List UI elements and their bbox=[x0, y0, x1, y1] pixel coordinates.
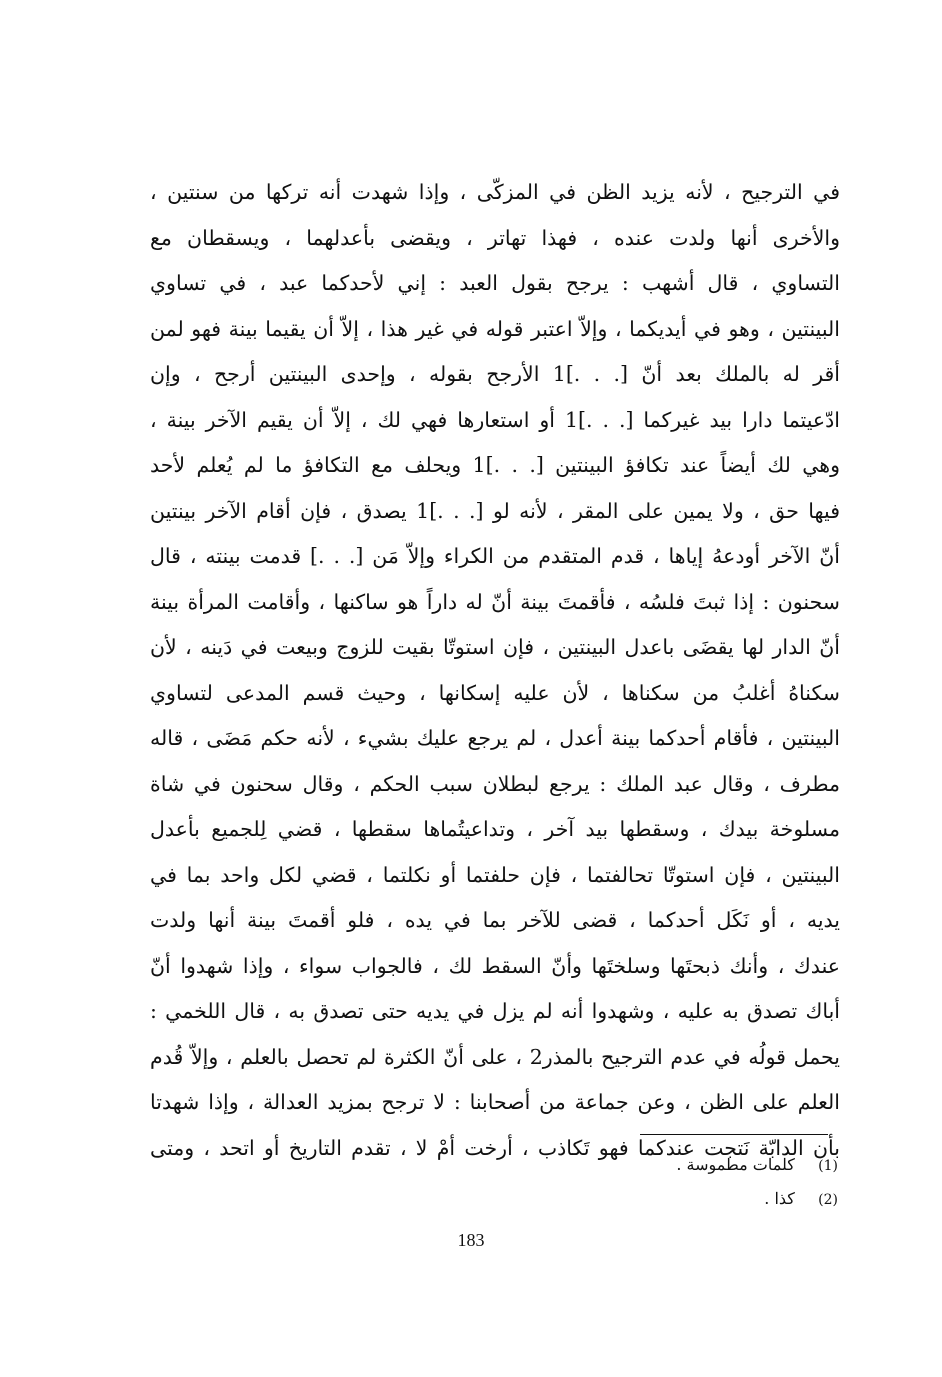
text-line: أقر له بالملك بعد أنّ [. . .]1 الأرجح بقوله ، وإحدى البينتين أرجح ، وإن bbox=[150, 362, 840, 386]
footnote-item bbox=[560, 1148, 838, 1182]
text-line: البينتين ، فأقام أحدكما بينة أعدل ، لم يرجع عليك بشيء ، لأنه حكم مَضَى ، قاله bbox=[150, 726, 840, 750]
footnote-divider bbox=[640, 1134, 828, 1135]
footnote-item bbox=[560, 1182, 838, 1216]
text-line: البينتين ، فإن استوتّا تحالفتما ، فإن حلفتما أو نكلتما ، قضي لكل واحد بما في bbox=[150, 862, 840, 887]
text-line: بأن الدابّة نَتجت عندكما فهو تَكاذب ، أرخت أمْ لا ، تقدم التاريخ أو اتحد ، ومتى bbox=[150, 1135, 840, 1160]
footnote-text: كلمات مطموسة . bbox=[676, 1155, 795, 1174]
text-line: أنّ الدار لها يقضَى باعدل البينتين ، فإن استوتّا بقيت للزوج وبيعت في دَينه ، لأن bbox=[150, 635, 840, 659]
footnote-number: (1) bbox=[818, 1158, 838, 1174]
text-line: ادّعيتما دارا بيد غيركما [. . .]1 أو استعارها فهي لك ، إلاّ أن يقيم الآخر بينة ، bbox=[150, 407, 840, 432]
footnotes bbox=[560, 1148, 838, 1216]
footnote-text: كذا . bbox=[764, 1189, 795, 1208]
text-line: سحنون : إذا ثبتَ فلسُه ، فأقمتَ بينة أنّ له داراً هو ساكنها ، وأقامت المرأة بينة bbox=[150, 589, 840, 614]
text-line: والأخرى أنها ولدت عنده ، فهذا تهاتر ، ويقضى بأعدلهما ، ويسقطان مع bbox=[150, 225, 840, 250]
text-line: يحمل قولُه في عدم الترجيح بالمذر2 ، على أنّ الكثرة لم تحصل بالعلم ، وإلاّ قُدم bbox=[150, 1044, 840, 1069]
text-line: فيها حق ، ولا يمين على المقر ، لأنه لو [. . .]1 يصدق ، فإن أقام الآخر بينتين bbox=[150, 498, 840, 523]
text-line: أباك تصدق به عليه ، وشهدوا أنه لم يزل في يديه حتى تصدق به ، قال اللخمي : bbox=[150, 999, 840, 1023]
text-line: مطرف ، وقال عبد الملك : يرجع لبطلان سبب الحكم ، وقال سحنون في شاة bbox=[150, 771, 840, 796]
text-line: أنّ الآخر أودعهُ إياها ، قدم المتقدم من الكراء وإلاّ مَن [. . .] قدمت بينته ، قال bbox=[150, 544, 840, 568]
text-line: العلم على الظن ، وعن جماعة من أصحابنا : لا ترجح بمزيد العدالة ، وإذا شهدتا bbox=[150, 1090, 840, 1114]
text-line: في الترجيح ، لأنه يزيد الظن في المزكّى ، وإذا شهدت أنه تركها من سنتين ، bbox=[150, 180, 840, 204]
text-line: مسلوخة بيدك ، وسقطها بيد آخر ، وتداعيتُماها سقطها ، قضي لِلجميع بأعدل bbox=[150, 817, 840, 841]
text-line: وهي لك أيضاً عند تكافؤ البينتين [. . .]1 ويحلف مع التكافؤ ما لم يُعلم لأحد bbox=[150, 453, 840, 477]
text-line: التساوي ، قال أشهب : يرجح بقول العبد : إني لأحدكما عبد ، في تساوي bbox=[150, 271, 840, 295]
body-text bbox=[150, 170, 840, 1171]
text-line: يديه ، أو نَكَل أحدكما ، قضى للآخر بما في يده ، فلو أقمتَ بينة أنها ولدت bbox=[150, 908, 840, 932]
page-number: 183 bbox=[457, 1230, 485, 1250]
text-line: عندك ، وأنك ذبحتَها وسلختَها وأنّ السقط لك ، فالجواب سواء ، وإذا شهدوا أنّ bbox=[150, 953, 840, 978]
text-line: سكناهُ أغلبُ من سكناها ، لأن عليه إسكانها ، وحيث قسم المدعى لتساوي bbox=[150, 680, 840, 705]
footnote-number: (2) bbox=[818, 1192, 838, 1208]
text-line: البينتين ، وهو في أيديكما ، وإلاّ اعتبر قوله في غير هذا ، إلاّ أن يقيما بينة فهو لمن bbox=[150, 316, 840, 341]
